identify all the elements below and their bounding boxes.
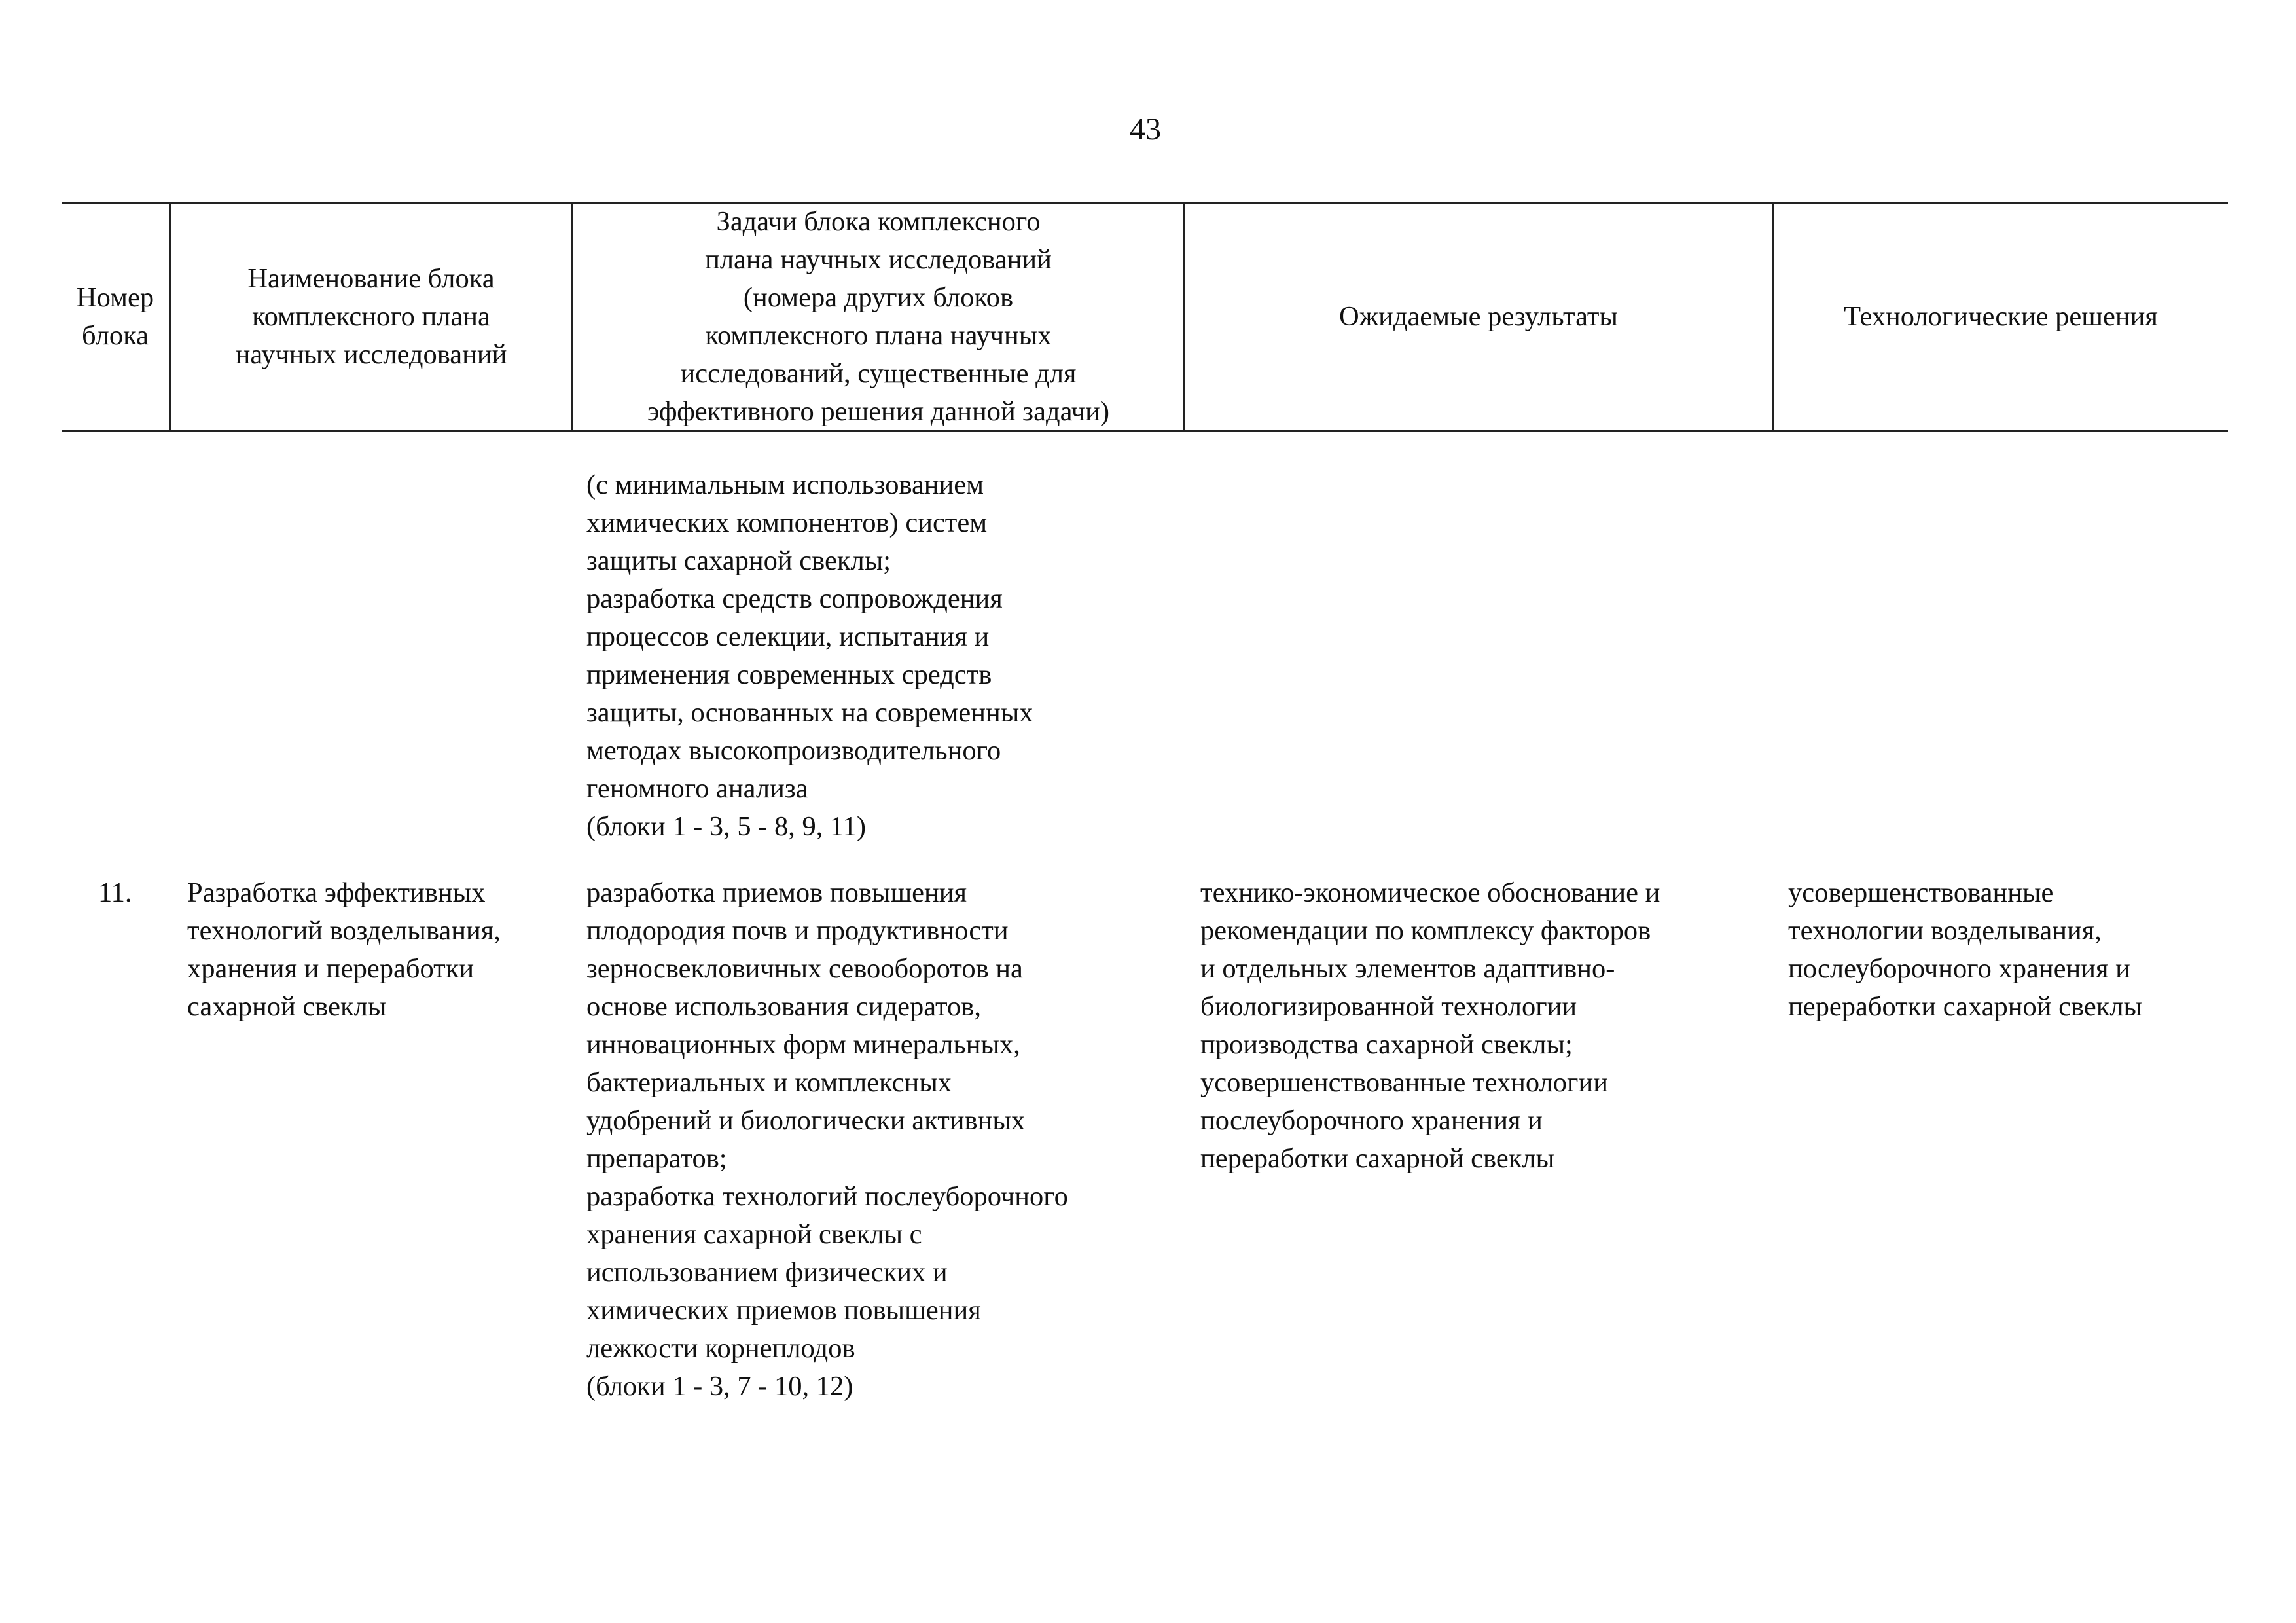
header-expected-results: Ожидаемые результаты [1339,301,1618,332]
page-number: 43 [1130,112,1161,147]
row-number: 11. [98,877,132,908]
row-block-name: Разработка эффективных технологий возделывания, хранения и переработки сахарной свеклы [187,877,501,1022]
header-block-name: Наименование блока комплексного плана научных исследований [235,263,507,370]
header-block-number: Номер блока [76,282,154,351]
row-tech-solutions: усовершенствованные технологии возделывания, послеуборочного хранения и переработки сахарной свеклы [1788,877,2143,1022]
header-tech-solutions: Технологические решения [1844,301,2158,332]
table-header-bottom-border [62,430,2228,432]
row-expected-results: технико-экономическое обоснование и рекомендации по комплексу факторов и отдельных элементов адаптивно- биологизированной технологии производства сахарной свеклы; усовершенствованные технологии послеуборочного хранения и переработки сахарной свеклы [1200,877,1660,1174]
header-tasks: Задачи блока комплексного плана научных исследований (номера других блоков комплексного плана научных исследований, существенные для эффективного решения данной задачи) [647,206,1110,427]
row-tasks: разработка приемов повышения плодородия почв и продуктивности зерносвекловичных севооборотов на основе использования сидератов, инновационных форм минеральных, бактериальных и комплексных удобрений и биологически активных препаратов; разработка технологий послеуборочного хранения сахарной свеклы с использованием физических и химических приемов повышения лежкости корнеплодов (блоки 1 - 3, 7 - 10, 12) [586,877,1068,1402]
continuation-tasks: (с минимальным использованием химических компонентов) систем защиты сахарной свеклы; разработка средств сопровождения процессов селекции, испытания и применения современных средств защиты, основанных на современных методах высокопроизводительного геномного анализа (блоки 1 - 3, 5 - 8, 9, 11) [586,469,1033,842]
